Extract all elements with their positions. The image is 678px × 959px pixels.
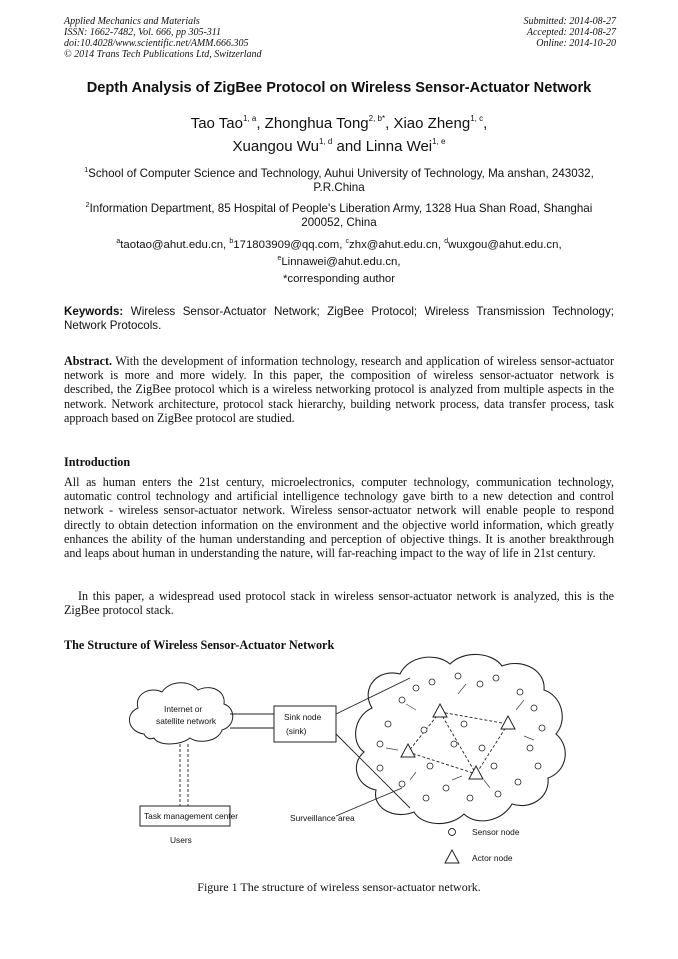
legend [445,827,520,863]
author-sup: 1, c [470,114,484,123]
author-name: Linna Wei [365,138,433,155]
network-diagram [110,648,580,873]
email: zhx@ahut.edu.cn, [349,239,445,251]
copyright: © 2014 Trans Tech Publications Ltd, Switzerland [64,49,262,60]
authors-line-1: Tao Tao$^{1, a}$, Zhonghua Tong$^{2, b*}$, Xiao Zheng$^{1, c}$, [190,114,488,132]
author-name: Zhonghua Tong [264,115,369,132]
affiliation-text: Information Department, 85 Hospital of People's Liberation Army, 1328 Hua Shan Road, Shanghai 200052, China [89,202,593,229]
email: 171803909@qq.com, [233,239,346,251]
legend-actor-icon [445,850,459,863]
email: wuxgou@ahut.edu.cn, [448,239,562,251]
task-center-box [140,806,238,826]
abstract-label: Abstract. [64,354,113,368]
keywords-label: Keywords: [64,305,124,318]
accepted-date: Accepted: 2014-08-27 [526,27,616,38]
intro-paragraph-2: In this paper, a widespread used protocol stack in wireless sensor-actuator network is analyzed, this is the ZigBee protocol stack. [64,589,614,618]
issn: ISSN: 1662-7482, Vol. 666, pp 305-311 [64,27,222,38]
affiliation-sup: 1 [84,167,89,174]
email: taotao@ahut.edu.cn, [120,239,230,251]
author-name: Tao Tao [190,115,243,132]
email-sup: d [444,238,449,245]
email-sup: c [345,238,350,245]
email-sup: a [116,238,121,245]
corresponding-author: *corresponding author [282,273,396,285]
journal-name: Applied Mechanics and Materials [64,16,200,27]
sink-label-2: (sink) [286,726,307,736]
internet-cloud [129,683,232,744]
author-sup: 1, e [432,137,446,146]
affiliation-sup: 2 [85,202,90,209]
task-center-label: Task management center [144,811,239,821]
email-list [64,235,614,269]
intro-paragraph-1: All as human enters the 21st century, microelectronics, computer technology, communication technology, automatic control technology and artificial intelligence technology gave birth to a new detection and control network - wireless sensor-actuator network. Wireless sensor-actuator network will enable people to respond directly to obtain detection information on the environment and the objective world information, which greatly enhances the ability of the human understanding and perception of objective things. It is another breakthrough and leaps about human in understanding the nature, will far-reaching impact to the way of life in 21st century. [64,475,614,561]
surveillance-label: Surveillance area [290,813,355,823]
online-date: Online: 2014-10-20 [536,38,616,49]
legend-actor-label: Actor node [472,853,513,863]
figure-1 [110,648,580,873]
sink-node-box [274,706,336,742]
affiliation-2 [64,199,614,230]
surveillance-cloud [356,654,566,823]
abstract-text: With the development of information technology, research and application of wireless sensor-actuator network is more and more widely. In this paper, the composition of wireless sensor-actuator network is described, the ZigBee protocol which is a wireless networking protocol is analyzed from multiple aspects in the network. Network architecture, protocol stack hierarchy, building network process, data transfer process, task approach based on ZigBee protocol are studied. [64,354,614,425]
dates-header [524,16,617,49]
author-name: Xuangou Wu [232,138,319,155]
paper-title: Depth Analysis of ZigBee Protocol on Wireless Sensor-Actuator Network [86,80,592,96]
legend-sensor-label: Sensor node [472,827,520,837]
journal-header [64,16,262,60]
figure-caption: Figure 1 The structure of wireless sensor-actuator network. [197,880,481,894]
affiliation-1 [64,164,614,195]
sink-label: Sink node [284,712,322,722]
users-label: Users [170,835,192,845]
section-heading-structure: The Structure of Wireless Sensor-Actuator Network [64,638,335,652]
legend-sensor-icon [449,829,456,836]
submitted-date: Submitted: 2014-08-27 [523,16,616,27]
keywords-text: Wireless Sensor-Actuator Network; ZigBee Protocol; Wireless Transmission Technology; Network Protocols. [64,305,614,332]
keywords [64,305,614,333]
email: Linnawei@ahut.edu.cn, [281,256,401,268]
internet-label-2: satellite network [156,716,217,726]
author-sup: 2, b* [368,114,386,123]
internet-label: Internet or [164,704,203,714]
doi: doi:10.4028/www.scientific.net/AMM.666.305 [64,38,249,49]
authors-line-2: Xuangou Wu$^{1, d}$ and Linna Wei$^{1, e}$ [232,137,446,155]
author-sup: 1, d [318,137,333,146]
affiliation-text: School of Computer Science and Technology, Auhui University of Technology, Ma anshan, 243032, P.R.China [88,167,594,194]
author-sup: 1, a [242,114,257,123]
abstract [64,354,614,425]
section-heading-introduction: Introduction [64,455,131,469]
author-name: Xiao Zheng [393,115,471,132]
email-sup: b [229,238,234,245]
email-sup: e [277,255,282,262]
